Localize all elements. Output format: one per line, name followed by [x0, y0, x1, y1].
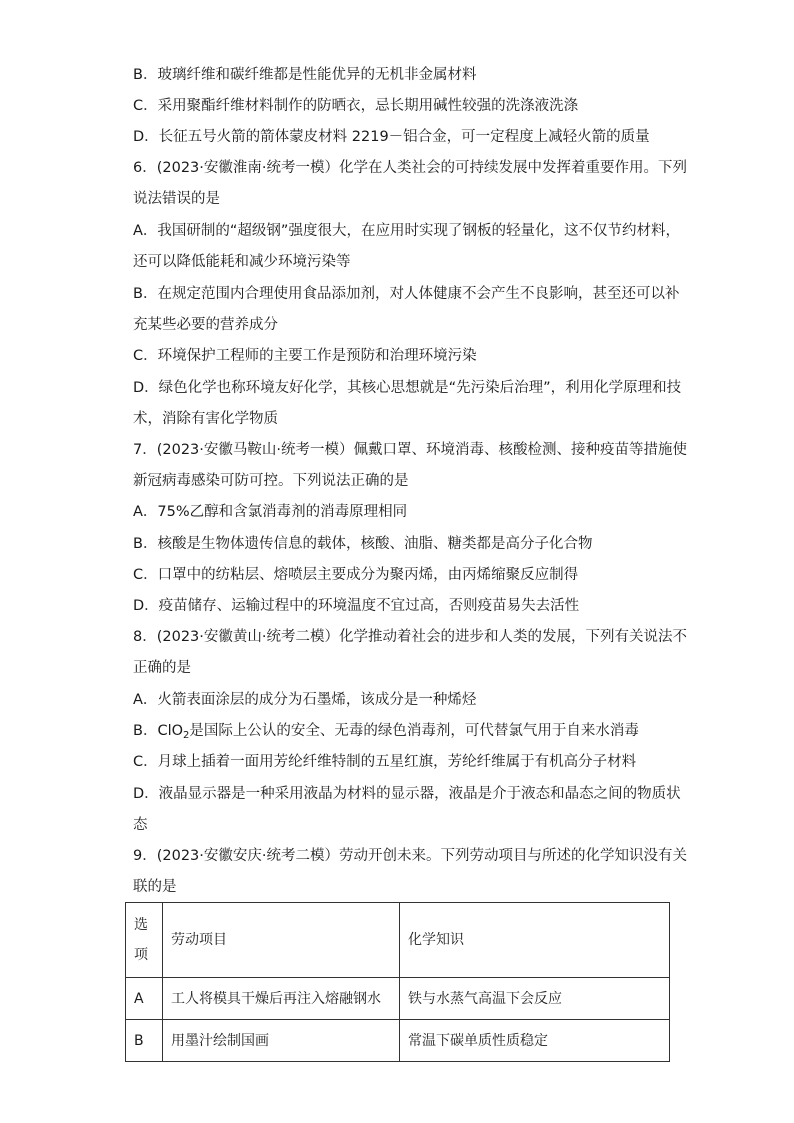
- option-a-q7: A．75%乙醇和含氯消毒剂的消毒原理相同: [133, 504, 408, 520]
- option-c-q6: C．环境保护工程师的主要工作是预防和治理环境污染: [133, 348, 477, 364]
- option-b-q5: B．玻璃纤维和碳纤维都是性能优异的无机非金属材料: [133, 67, 477, 83]
- question-7-stem: 7．(2023·安徽马鞍山·统考一模）佩戴口罩、环境消毒、核酸检测、接种疫苗等措施使: [133, 442, 687, 458]
- option-a-q6: A．我国研制的“超级钢”强度很大，在应用时实现了钢板的轻量化，这不仅节约材料，: [133, 223, 680, 239]
- subscript: 2: [183, 730, 190, 741]
- question-6-stem: 6．(2023·安徽淮南·统考一模）化学在人类社会的可持续发展中发挥着重要作用。下列: [133, 160, 687, 176]
- row-b-option: B: [126, 1020, 163, 1062]
- option-d-q8-cont: 态: [133, 817, 148, 833]
- header-labor-project: 劳动项目: [163, 903, 400, 978]
- option-c-q5: C．采用聚酯纤维材料制作的防晒衣，忌长期用碱性较强的洗涤液洗涤: [133, 98, 579, 114]
- question-8-stem: 8．(2023·安徽黄山·统考二模）化学推动着社会的进步和人类的发展，下列有关说法不: [133, 629, 687, 645]
- option-a-q6-cont: 还可以降低能耗和减少环境污染等: [133, 254, 351, 270]
- header-option: 选项: [126, 903, 163, 978]
- table-row: [126, 978, 670, 1020]
- table-row: [126, 1020, 670, 1062]
- option-b-q6: B．在规定范围内合理使用食品添加剂，对人体健康不会产生不良影响，甚至还可以补: [133, 286, 680, 302]
- question-9-stem: 9．(2023·安徽安庆·统考二模）劳动开创未来。下列劳动项目与所述的化学知识没有关: [133, 848, 687, 864]
- table-header-row: [126, 903, 670, 978]
- question-8-stem-cont: 正确的是: [133, 660, 191, 676]
- option-b-q8: [133, 721, 639, 741]
- question-7-stem-cont: 新冠病毒感染可防可控。下列说法正确的是: [133, 473, 409, 489]
- row-b-knowledge: 常温下碳单质性质稳定: [400, 1020, 670, 1062]
- question-6-stem-cont: 说法错误的是: [133, 191, 220, 207]
- option-b-q8-text: 是国际上公认的安全、无毒的绿色消毒剂，可代替氯气用于自来水消毒: [189, 723, 639, 739]
- row-a-option: A: [126, 978, 163, 1020]
- option-d-q6-cont: 术，消除有害化学物质: [133, 411, 278, 427]
- formula-clo2: B．ClO: [133, 723, 184, 739]
- question-9-stem-cont: 联的是: [133, 879, 177, 895]
- option-d-q8: D．液晶显示器是一种采用液晶为材料的显示器，液晶是介于液态和晶态之间的物质状: [133, 786, 681, 802]
- option-d-q5: D．长征五号火箭的箭体蒙皮材料 2219－铝合金，可一定程度上减轻火箭的质量: [133, 129, 650, 145]
- option-c-q7: C．口罩中的纺粘层、熔喷层主要成分为聚丙烯，由丙烯缩聚反应制得: [133, 567, 579, 583]
- header-chemistry-knowledge: 化学知识: [400, 903, 670, 978]
- row-a-project: 工人将模具干燥后再注入熔融钢水: [163, 978, 400, 1020]
- option-b-q7: B．核酸是生物体遗传信息的载体，核酸、油脂、糖类都是高分子化合物: [133, 536, 593, 552]
- question-9-table: [125, 902, 670, 1062]
- row-b-project: 用墨汁绘制国画: [163, 1020, 400, 1062]
- option-d-q6: D．绿色化学也称环境友好化学，其核心思想就是“先污染后治理”，利用化学原理和技: [133, 380, 682, 396]
- option-b-q6-cont: 充某些必要的营养成分: [133, 317, 278, 333]
- row-a-knowledge: 铁与水蒸气高温下会反应: [400, 978, 670, 1020]
- option-a-q8: A．火箭表面涂层的成分为石墨烯，该成分是一种烯烃: [133, 692, 477, 708]
- option-d-q7: D．疫苗储存、运输过程中的环境温度不宜过高，否则疫苗易失去活性: [133, 598, 580, 614]
- option-c-q8: C．月球上插着一面用芳纶纤维特制的五星红旗，芳纶纤维属于有机高分子材料: [133, 754, 637, 770]
